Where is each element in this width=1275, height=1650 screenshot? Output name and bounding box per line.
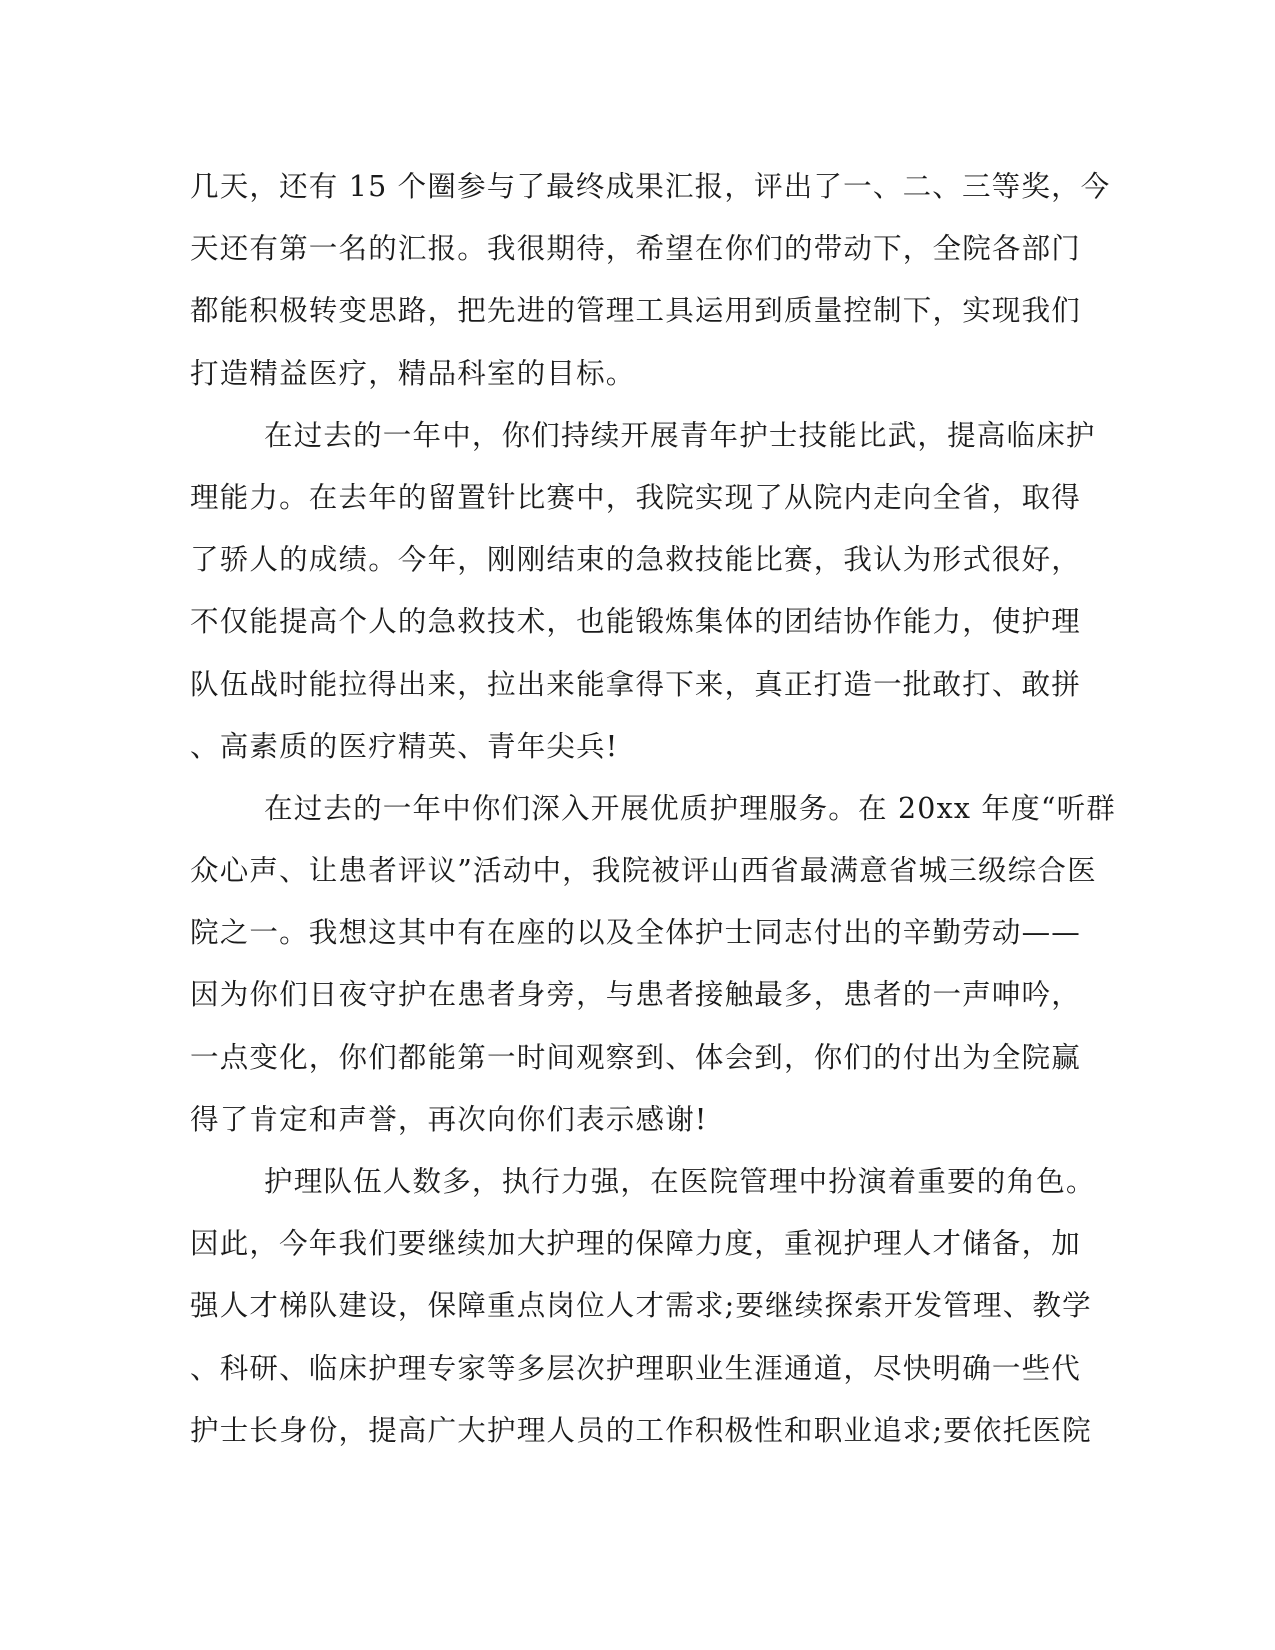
text-line: 几天，还有 15 个圈参与了最终成果汇报，评出了一、二、三等奖，今 [190, 170, 1111, 203]
body-text [190, 156, 1117, 1462]
text-line: 强人才梯队建设，保障重点岗位人才需求;要继续探索开发管理、教学 [190, 1289, 1092, 1323]
text-line: 、高素质的医疗精英、青年尖兵! [190, 729, 619, 763]
paragraph-first-line: 在过去的一年中，你们持续开展青年护士技能比武，提高临床护 [264, 418, 1096, 452]
text-line: 护士长身份，提高广大护理人员的工作积极性和职业追求;要依托医院 [190, 1413, 1092, 1447]
text-line: 得了肯定和声誉，再次向你们表示感谢! [190, 1102, 708, 1136]
text-line: 队伍战时能拉得出来，拉出来能拿得下来，真正打造一批敢打、敢拼 [190, 667, 1082, 701]
text-line: 都能积极转变思路，把先进的管理工具运用到质量控制下，实现我们 [190, 294, 1082, 328]
paragraph-first-line: 护理队伍人数多，执行力强，在医院管理中扮演着重要的角色。 [264, 1165, 1096, 1198]
text-line: 一点变化，你们都能第一时间观察到、体会到，你们的付出为全院赢 [190, 1040, 1082, 1074]
text-line: 不仅能提高个人的急救技术，也能锻炼集体的团结协作能力，使护理 [190, 605, 1082, 639]
text-line: 、科研、临床护理专家等多层次护理职业生涯通道，尽快明确一些代 [190, 1351, 1082, 1385]
text-line: 天还有第一名的汇报。我很期待，希望在你们的带动下，全院各部门 [190, 232, 1082, 266]
text-line: 众心声、让患者评议”活动中，我院被评山西省最满意省城三级综合医 [190, 854, 1097, 888]
text-line: 理能力。在去年的留置针比赛中，我院实现了从院内走向全省，取得 [190, 480, 1082, 514]
paragraph-first-line: 在过去的一年中你们深入开展优质护理服务。在 20xx 年度“听群 [264, 791, 1117, 825]
text-line: 因为你们日夜守护在患者身旁，与患者接触最多，患者的一声呻吟， [190, 978, 1082, 1012]
text-line: 了骄人的成绩。今年，刚刚结束的急救技能比赛，我认为形式很好， [190, 543, 1082, 577]
text-line: 院之一。我想这其中有在座的以及全体护士同志付出的辛勤劳动—— [190, 916, 1082, 950]
text-line: 打造精益医疗，精品科室的目标。 [190, 356, 636, 390]
text-line: 因此，今年我们要继续加大护理的保障力度，重视护理人才储备，加 [190, 1227, 1082, 1261]
